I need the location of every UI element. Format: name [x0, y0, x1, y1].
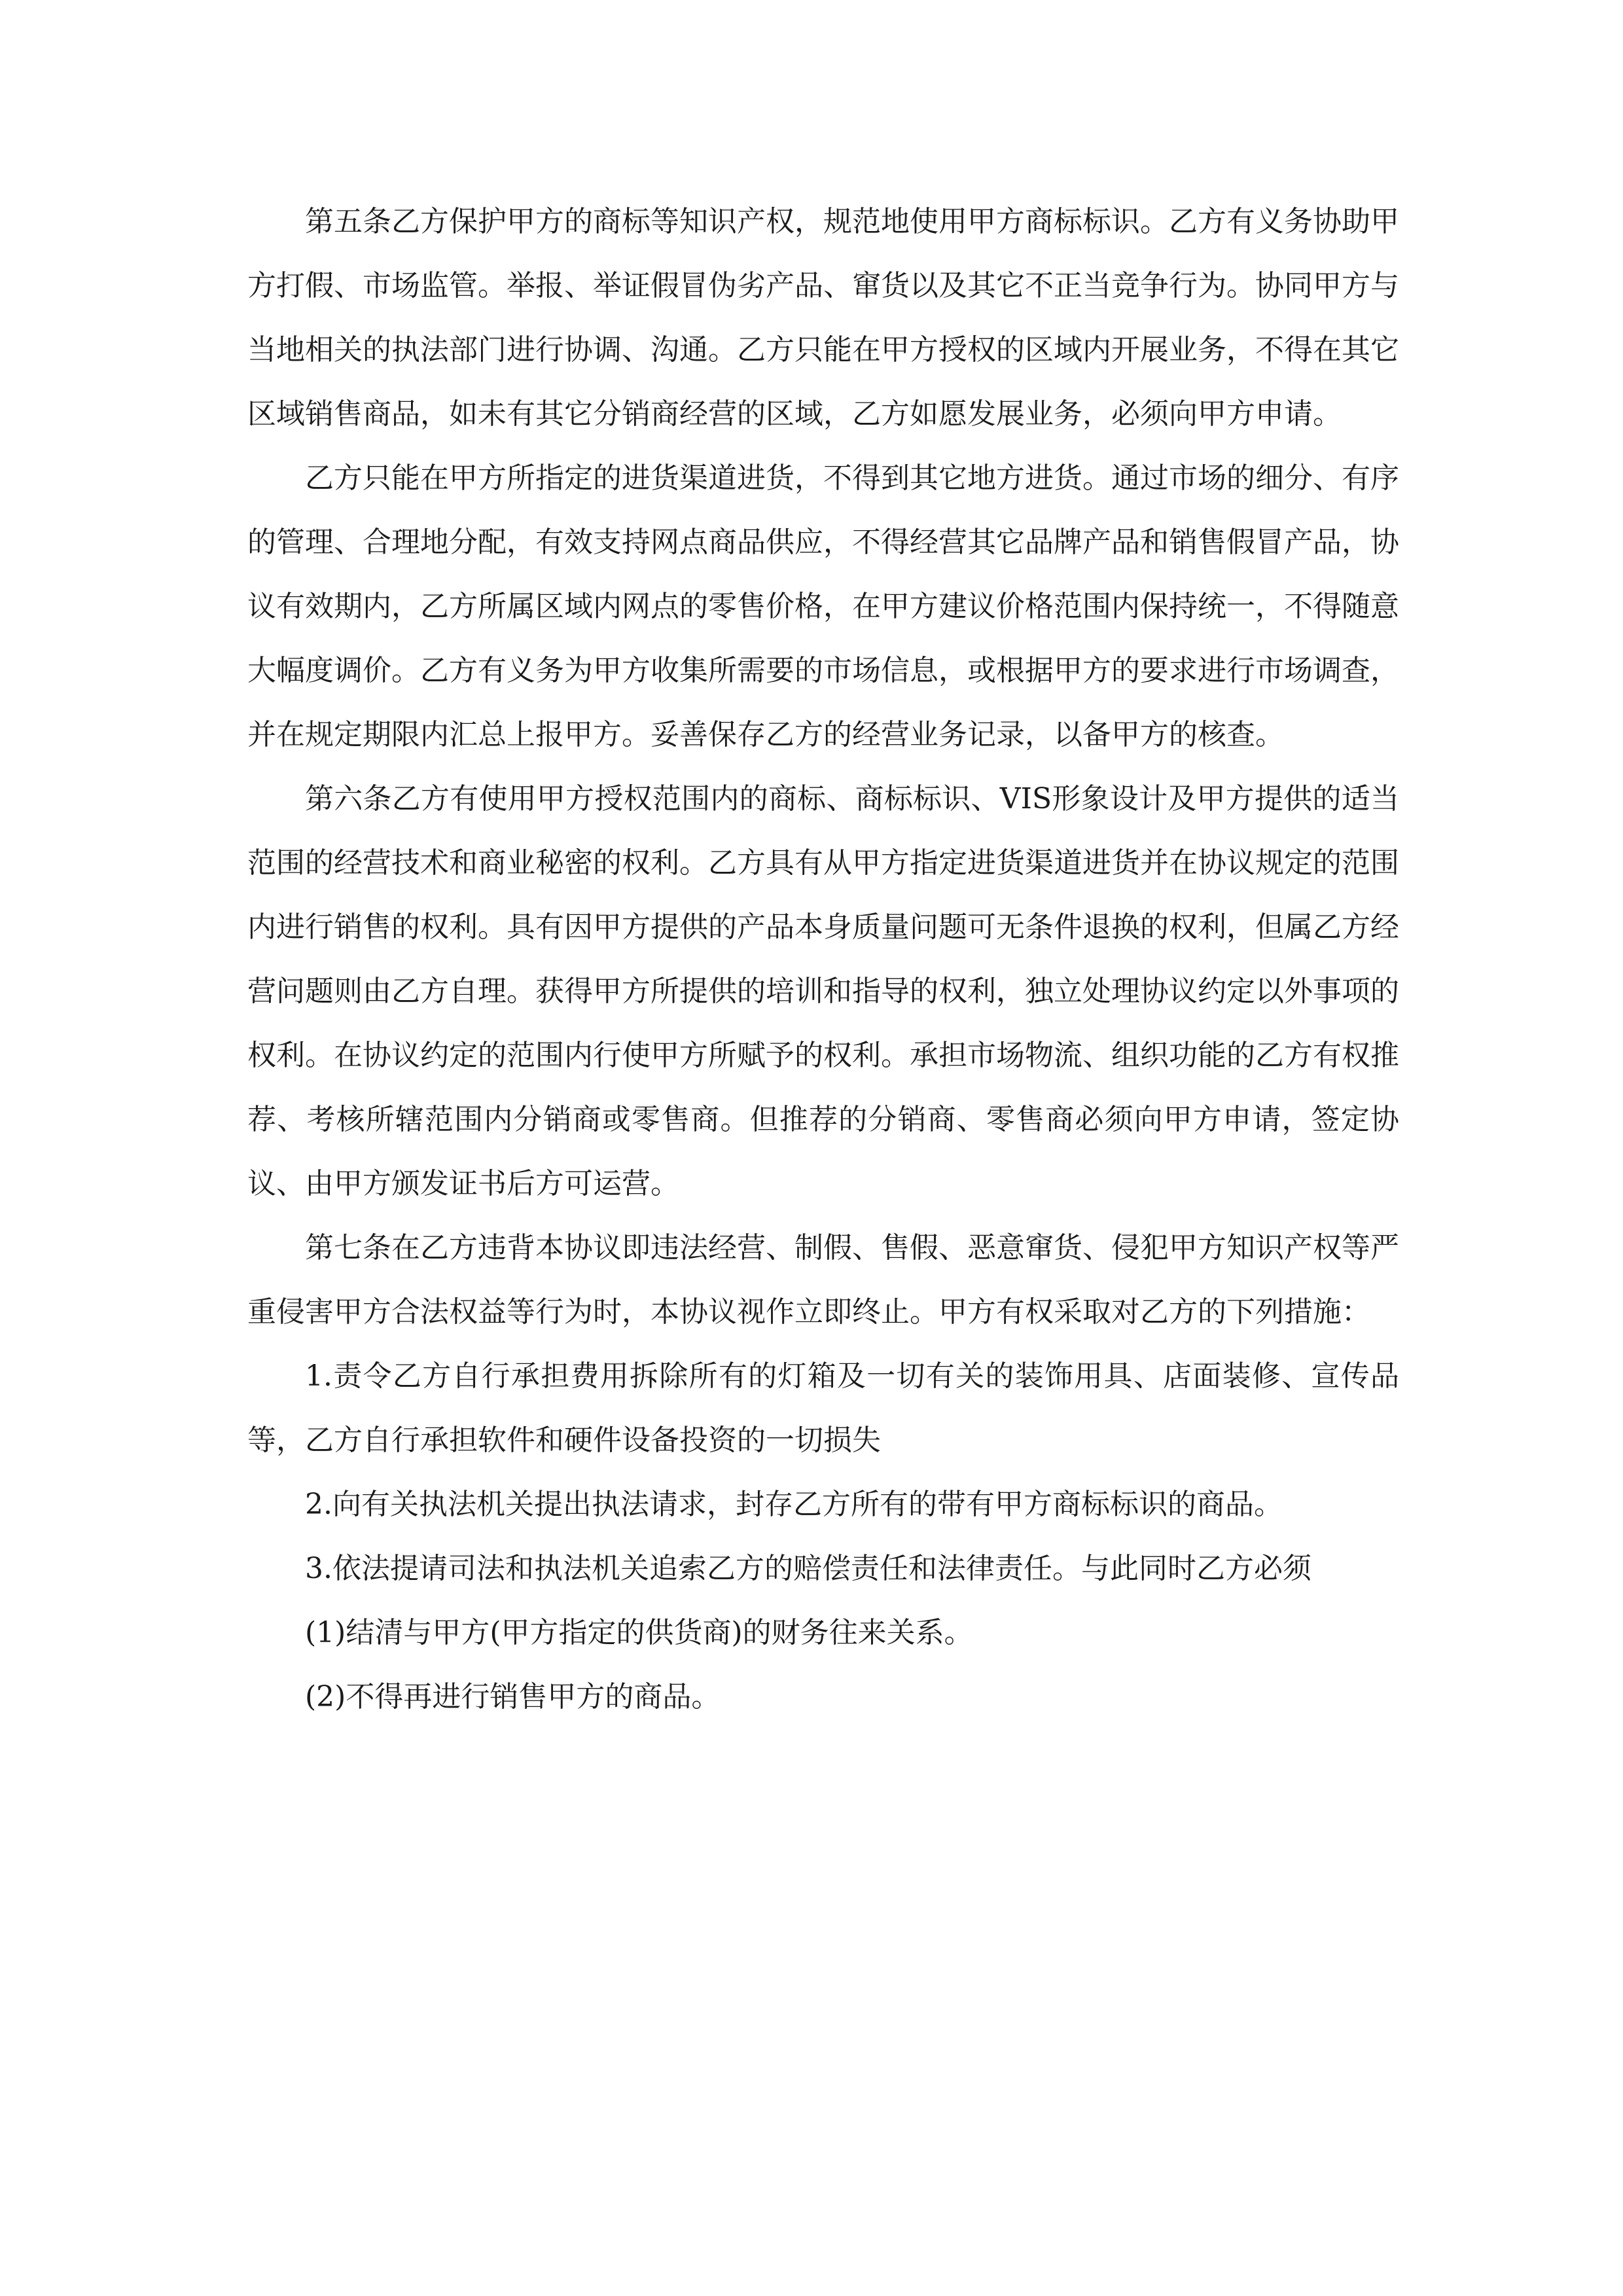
- purchase-channel-paragraph: 乙方只能在甲方所指定的进货渠道进货，不得到其它地方进货。通过市场的细分、有序的管理、合理地分配，有效支持网点商品供应，不得经营其它品牌产品和销售假冒产品，协议有效期内，乙方所属区域内网点的零售价格，在甲方建议价格范围内保持统一，不得随意大幅度调价。乙方有义务为甲方收集所需要的市场信息，或根据甲方的要求进行市场调查，并在规定期限内汇总上报甲方。妥善保存乙方的经营业务记录，以备甲方的核查。: [247, 461, 1399, 751]
- measure-3-paragraph: 3.依法提请司法和执法机关追索乙方的赔偿责任和法律责任。与此同时乙方必须: [305, 1552, 1311, 1585]
- document-page: [247, 190, 1399, 1729]
- obligation-2-paragraph: (2)不得再进行销售甲方的商品。: [305, 1680, 721, 1713]
- article-6-paragraph: 第六条乙方有使用甲方授权范围内的商标、商标标识、VIS形象设计及甲方提供的适当范围的经营技术和商业秘密的权利。乙方具有从甲方指定进货渠道进货并在协议规定的范围内进行销售的权利。具有因甲方提供的产品本身质量问题可无条件退换的权利，但属乙方经营问题则由乙方自理。获得甲方所提供的培训和指导的权利，独立处理协议约定以外事项的权利。在协议约定的范围内行使甲方所赋予的权利。承担市场物流、组织功能的乙方有权推荐、考核所辖范围内分销商或零售商。但推荐的分销商、零售商必须向甲方申请，签定协议、由甲方颁发证书后方可运营。: [247, 782, 1399, 1200]
- article-7-paragraph: 第七条在乙方违背本协议即违法经营、制假、售假、恶意窜货、侵犯甲方知识产权等严重侵害甲方合法权益等行为时，本协议视作立即终止。甲方有权采取对乙方的下列措施：: [247, 1231, 1399, 1329]
- article-5-paragraph: 第五条乙方保护甲方的商标等知识产权，规范地使用甲方商标标识。乙方有义务协助甲方打假、市场监管。举报、举证假冒伪劣产品、窜货以及其它不正当竞争行为。协同甲方与当地相关的执法部门进行协调、沟通。乙方只能在甲方授权的区域内开展业务，不得在其它区域销售商品，如未有其它分销商经营的区域，乙方如愿发展业务，必须向甲方申请。: [247, 205, 1399, 431]
- obligation-1-paragraph: (1)结清与甲方(甲方指定的供货商)的财务往来关系。: [305, 1616, 973, 1649]
- measure-1-paragraph: 1.责令乙方自行承担费用拆除所有的灯箱及一切有关的装饰用具、店面装修、宣传品等，乙方自行承担软件和硬件设备投资的一切损失: [247, 1359, 1399, 1457]
- measure-2-paragraph: 2.向有关执法机关提出执法请求，封存乙方所有的带有甲方商标标识的商品。: [305, 1488, 1283, 1521]
